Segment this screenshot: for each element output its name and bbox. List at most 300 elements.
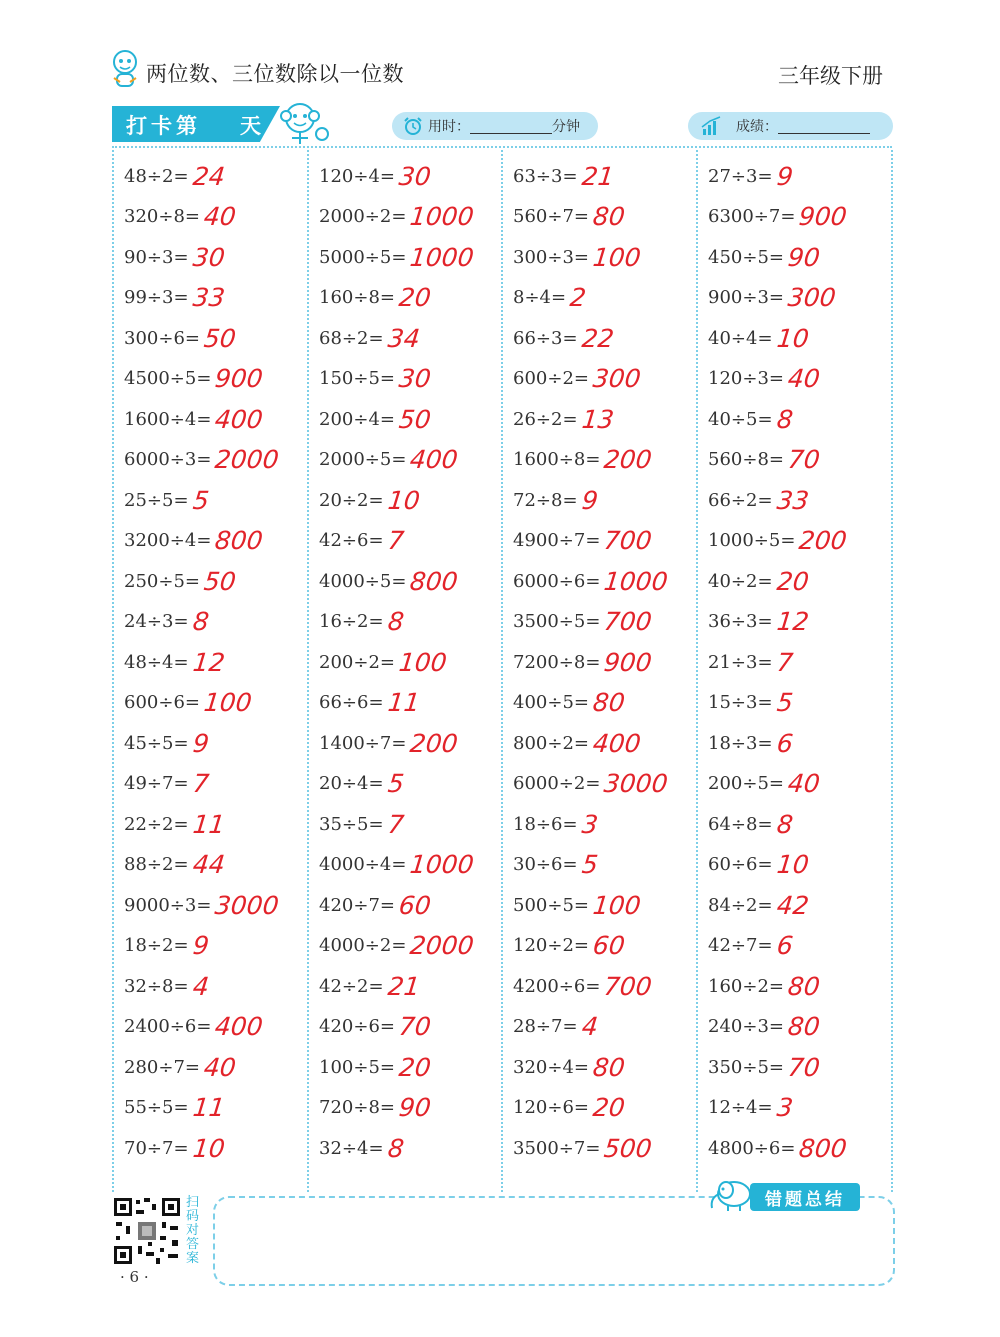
problem-expression: 100÷5= [319,1056,395,1078]
problem-row [124,926,279,967]
handwritten-answer: 4 [580,1012,599,1042]
handwritten-answer: 21 [386,971,421,1001]
handwritten-answer: 400 [408,445,460,475]
handwritten-answer: 2 [568,283,588,313]
problem-column-1 [124,156,279,1169]
problem-expression: 64÷8= [708,813,773,835]
handwritten-answer: 800 [213,526,265,556]
handwritten-answer: 50 [202,323,238,353]
handwritten-answer: 3 [580,809,599,839]
problem-row [708,561,847,602]
problem-row [124,723,279,764]
handwritten-answer: 900 [797,202,849,232]
problem-expression: 63÷3= [513,165,578,187]
problem-expression: 9000÷3= [124,894,212,916]
problem-row [124,278,279,319]
problem-expression: 120÷4= [319,165,395,187]
handwritten-answer: 1000 [408,850,476,880]
problem-expression: 3500÷7= [513,1137,601,1159]
handwritten-answer: 11 [386,688,421,718]
problem-expression: 120÷6= [513,1097,589,1119]
problem-expression: 42÷7= [708,935,773,957]
problem-expression: 4000÷4= [319,854,407,876]
problem-expression: 1600÷4= [124,408,212,430]
problem-expression: 40÷2= [708,570,773,592]
problem-row [319,440,474,481]
handwritten-answer: 9 [191,931,210,961]
problem-row [513,561,668,602]
scan-for-answers-label: 扫码对答案 [186,1195,200,1266]
handwritten-answer: 200 [602,445,654,475]
problem-expression: 21÷3= [708,651,773,673]
problem-row [319,764,474,805]
problem-row [319,845,474,886]
problem-expression: 28÷7= [513,1016,578,1038]
handwritten-answer: 700 [602,971,654,1001]
problem-row [319,278,474,319]
problem-expression: 16÷2= [319,611,384,633]
handwritten-answer: 900 [602,647,654,677]
problem-expression: 42÷2= [319,975,384,997]
handwritten-answer: 300 [591,364,643,394]
handwritten-answer: 10 [775,323,810,353]
handwritten-answer: 20 [397,1052,433,1082]
problem-expression: 20÷4= [319,773,384,795]
handwritten-answer: 3000 [213,890,281,920]
handwritten-answer: 8 [386,607,405,637]
problem-row [319,521,474,562]
problem-expression: 300÷6= [124,327,200,349]
problem-row [319,561,474,602]
problem-expression: 2400÷6= [124,1016,212,1038]
handwritten-answer: 30 [191,242,226,272]
problem-row [124,683,279,724]
handwritten-answer: 7 [191,769,210,799]
mascot-icon [108,48,142,90]
handwritten-answer: 1000 [408,202,476,232]
problem-expression: 26÷2= [513,408,578,430]
handwritten-answer: 60 [397,890,433,920]
problem-expression: 120÷2= [513,935,589,957]
handwritten-answer: 12 [775,607,810,637]
handwritten-answer: 40 [786,364,822,394]
problem-expression: 6000÷3= [124,449,212,471]
problem-expression: 2000÷2= [319,206,407,228]
handwritten-answer: 44 [191,850,226,880]
problem-row [708,480,847,521]
problem-expression: 4900÷7= [513,530,601,552]
problem-row [319,926,474,967]
problem-expression: 120÷3= [708,368,784,390]
handwritten-answer: 80 [786,971,822,1001]
problem-row [513,642,668,683]
problem-row [513,966,668,1007]
page-number: · 6 · [120,1268,149,1286]
handwritten-answer: 7 [386,809,405,839]
problem-row [124,602,279,643]
qr-code[interactable] [112,1196,182,1266]
problem-row [708,926,847,967]
problem-row [708,723,847,764]
problem-row [513,521,668,562]
problem-expression: 55÷5= [124,1097,189,1119]
handwritten-answer: 80 [591,202,627,232]
handwritten-answer: 40 [202,202,238,232]
problem-expression: 90÷3= [124,246,189,268]
handwritten-answer: 900 [213,364,265,394]
handwritten-answer: 70 [786,1052,822,1082]
handwritten-answer: 22 [580,323,615,353]
problem-row [708,197,847,238]
handwritten-answer: 33 [191,283,226,313]
handwritten-answer: 500 [602,1133,654,1163]
problem-expression: 66÷2= [708,489,773,511]
handwritten-answer: 11 [191,809,226,839]
column-divider [307,150,309,1192]
punch-card-day-suffix: 天 [240,114,261,138]
time-field[interactable] [392,112,598,140]
problem-row [319,683,474,724]
handwritten-answer: 1000 [602,566,670,596]
score-field[interactable] [688,112,893,140]
handwritten-answer: 8 [191,607,210,637]
problem-expression: 18÷3= [708,732,773,754]
problem-expression: 4000÷2= [319,935,407,957]
handwritten-answer: 70 [397,1012,433,1042]
handwritten-answer: 13 [580,404,615,434]
problem-row [319,480,474,521]
problem-expression: 99÷3= [124,287,189,309]
handwritten-answer: 10 [386,485,421,515]
problem-expression: 800÷2= [513,732,589,754]
problem-expression: 84÷2= [708,894,773,916]
handwritten-answer: 24 [191,161,226,191]
problem-row [708,440,847,481]
problem-expression: 6000÷6= [513,570,601,592]
problem-expression: 500÷5= [513,894,589,916]
handwritten-answer: 4 [191,971,210,1001]
problem-expression: 900÷3= [708,287,784,309]
problem-expression: 72÷8= [513,489,578,511]
grade-label: 三年级下册 [778,64,883,88]
problem-row [124,480,279,521]
handwritten-answer: 100 [591,890,643,920]
problem-expression: 160÷2= [708,975,784,997]
handwritten-answer: 30 [397,364,433,394]
handwritten-answer: 11 [191,1093,226,1123]
problem-expression: 30÷6= [513,854,578,876]
problem-row [708,966,847,1007]
problem-row [319,966,474,1007]
problem-row [708,318,847,359]
handwritten-answer: 20 [591,1093,627,1123]
handwritten-answer: 9 [775,161,794,191]
elephant-icon [706,1176,756,1212]
problem-expression: 42÷6= [319,530,384,552]
problem-row [708,602,847,643]
handwritten-answer: 2000 [213,445,281,475]
problem-expression: 32÷4= [319,1137,384,1159]
problem-expression: 4800÷6= [708,1137,796,1159]
problem-row [124,440,279,481]
problem-expression: 7200÷8= [513,651,601,673]
problem-column-3 [513,156,668,1169]
problem-expression: 4000÷5= [319,570,407,592]
handwritten-answer: 7 [775,647,794,677]
problem-row [513,723,668,764]
problem-expression: 22÷2= [124,813,189,835]
score-label: 成绩： [736,119,778,135]
problem-row [708,764,847,805]
problem-expression: 12÷4= [708,1097,773,1119]
grid-top-divider [112,146,892,148]
handwritten-answer: 90 [786,242,822,272]
problem-row [319,1007,474,1048]
problem-row [124,318,279,359]
handwritten-answer: 42 [775,890,810,920]
handwritten-answer: 40 [786,769,822,799]
handwritten-answer: 400 [213,1012,265,1042]
problem-expression: 18÷6= [513,813,578,835]
problem-expression: 6000÷2= [513,773,601,795]
problem-row [319,399,474,440]
handwritten-answer: 90 [397,1093,433,1123]
problem-expression: 560÷7= [513,206,589,228]
problem-row [708,237,847,278]
problem-row [708,1047,847,1088]
handwritten-answer: 700 [602,607,654,637]
handwritten-answer: 800 [408,566,460,596]
problem-row [319,318,474,359]
handwritten-answer: 50 [202,566,238,596]
problem-expression: 8÷4= [513,287,567,309]
problem-row [513,1007,668,1048]
problem-row [513,1128,668,1169]
problem-row [513,602,668,643]
problem-expression: 720÷8= [319,1097,395,1119]
problem-row [513,440,668,481]
problem-expression: 5000÷5= [319,246,407,268]
problem-expression: 15÷3= [708,692,773,714]
problem-row [319,804,474,845]
problem-row [124,845,279,886]
problem-row [513,804,668,845]
problem-row [319,723,474,764]
problem-row [124,1128,279,1169]
problem-row [513,156,668,197]
problem-row [319,642,474,683]
problem-row [124,885,279,926]
problem-row [124,1088,279,1129]
handwritten-answer: 800 [797,1133,849,1163]
handwritten-answer: 400 [591,728,643,758]
handwritten-answer: 100 [591,242,643,272]
problem-expression: 3500÷5= [513,611,601,633]
problem-expression: 40÷4= [708,327,773,349]
problem-column-4 [708,156,847,1169]
problem-expression: 200÷5= [708,773,784,795]
handwritten-answer: 60 [591,931,627,961]
time-blank[interactable] [470,119,552,134]
problem-row [708,1088,847,1129]
problem-expression: 300÷3= [513,246,589,268]
problem-row [513,1047,668,1088]
problem-row [513,1088,668,1129]
problem-row [708,399,847,440]
handwritten-answer: 6 [775,728,794,758]
handwritten-answer: 100 [202,688,254,718]
problem-expression: 36÷3= [708,611,773,633]
problem-expression: 32÷8= [124,975,189,997]
problem-row [319,885,474,926]
problem-row [708,683,847,724]
handwritten-answer: 80 [591,1052,627,1082]
problem-row [513,683,668,724]
problem-row [124,359,279,400]
problem-row [513,764,668,805]
problem-row [513,237,668,278]
punch-card-label: 打卡第 [126,114,201,138]
handwritten-answer: 8 [775,809,794,839]
time-label: 用时： [428,119,470,135]
problem-expression: 6300÷7= [708,206,796,228]
column-divider [112,150,114,1192]
column-divider [891,150,893,1192]
problem-row [513,480,668,521]
problem-expression: 60÷6= [708,854,773,876]
problem-row [319,1047,474,1088]
problem-row [319,197,474,238]
problem-row [513,278,668,319]
handwritten-answer: 5 [775,688,794,718]
problem-expression: 200÷4= [319,408,395,430]
problem-expression: 150÷5= [319,368,395,390]
problem-expression: 560÷8= [708,449,784,471]
problem-column-2 [319,156,474,1169]
column-divider [696,150,698,1192]
problem-row [124,642,279,683]
problem-row [513,845,668,886]
problem-row [124,561,279,602]
problem-row [513,197,668,238]
problem-row [513,926,668,967]
mistake-summary-label: 错题总结 [750,1183,860,1211]
handwritten-answer: 9 [191,728,210,758]
column-divider [501,150,503,1192]
score-blank[interactable] [778,119,870,134]
problem-expression: 24÷3= [124,611,189,633]
problem-expression: 66÷6= [319,692,384,714]
problem-expression: 18÷2= [124,935,189,957]
handwritten-answer: 5 [191,485,210,515]
problem-row [708,845,847,886]
handwritten-answer: 40 [202,1052,238,1082]
problem-expression: 3200÷4= [124,530,212,552]
handwritten-answer: 3000 [602,769,670,799]
handwritten-answer: 9 [580,485,599,515]
problem-row [708,156,847,197]
handwritten-answer: 30 [397,161,433,191]
handwritten-answer: 21 [580,161,615,191]
alarm-clock-icon [402,115,424,137]
problem-row [708,885,847,926]
problem-expression: 4500÷5= [124,368,212,390]
handwritten-answer: 700 [602,526,654,556]
problem-expression: 4200÷6= [513,975,601,997]
problem-row [319,237,474,278]
problem-expression: 420÷7= [319,894,395,916]
problem-expression: 45÷5= [124,732,189,754]
problem-row [513,318,668,359]
problem-expression: 400÷5= [513,692,589,714]
handwritten-answer: 80 [786,1012,822,1042]
problem-row [708,1007,847,1048]
problem-row [708,642,847,683]
problem-expression: 1400÷7= [319,732,407,754]
problem-expression: 600÷2= [513,368,589,390]
problem-row [319,602,474,643]
problem-row [319,156,474,197]
handwritten-answer: 100 [397,647,449,677]
handwritten-answer: 12 [191,647,226,677]
problem-row [124,1007,279,1048]
problem-row [708,521,847,562]
problem-row [124,1047,279,1088]
problem-expression: 280÷7= [124,1056,200,1078]
problem-row [513,399,668,440]
problem-expression: 160÷8= [319,287,395,309]
problem-expression: 240÷3= [708,1016,784,1038]
handwritten-answer: 6 [775,931,794,961]
problem-expression: 48÷2= [124,165,189,187]
time-unit: 分钟 [552,119,580,135]
problem-row [319,359,474,400]
problem-expression: 70÷7= [124,1137,189,1159]
problem-expression: 1600÷8= [513,449,601,471]
handwritten-answer: 70 [786,445,822,475]
problem-row [708,804,847,845]
problem-expression: 320÷4= [513,1056,589,1078]
problem-row [124,237,279,278]
handwritten-answer: 3 [775,1093,794,1123]
problem-row [708,359,847,400]
bar-chart-icon [700,115,724,137]
handwritten-answer: 8 [386,1133,405,1163]
problem-row [708,278,847,319]
problem-row [124,521,279,562]
problem-expression: 66÷3= [513,327,578,349]
problem-expression: 27÷3= [708,165,773,187]
problem-row [124,399,279,440]
problem-expression: 68÷2= [319,327,384,349]
page-title: 两位数、三位数除以一位数 [146,62,404,86]
problem-expression: 20÷2= [319,489,384,511]
handwritten-answer: 200 [797,526,849,556]
handwritten-answer: 10 [775,850,810,880]
problem-expression: 25÷5= [124,489,189,511]
problem-row [319,1088,474,1129]
problem-row [124,156,279,197]
problem-row [708,1128,847,1169]
problem-expression: 88÷2= [124,854,189,876]
problem-row [124,764,279,805]
problem-row [319,1128,474,1169]
monkey-icon [278,98,332,148]
problem-expression: 450÷5= [708,246,784,268]
handwritten-answer: 50 [397,404,433,434]
handwritten-answer: 10 [191,1133,226,1163]
problem-expression: 350÷5= [708,1056,784,1078]
